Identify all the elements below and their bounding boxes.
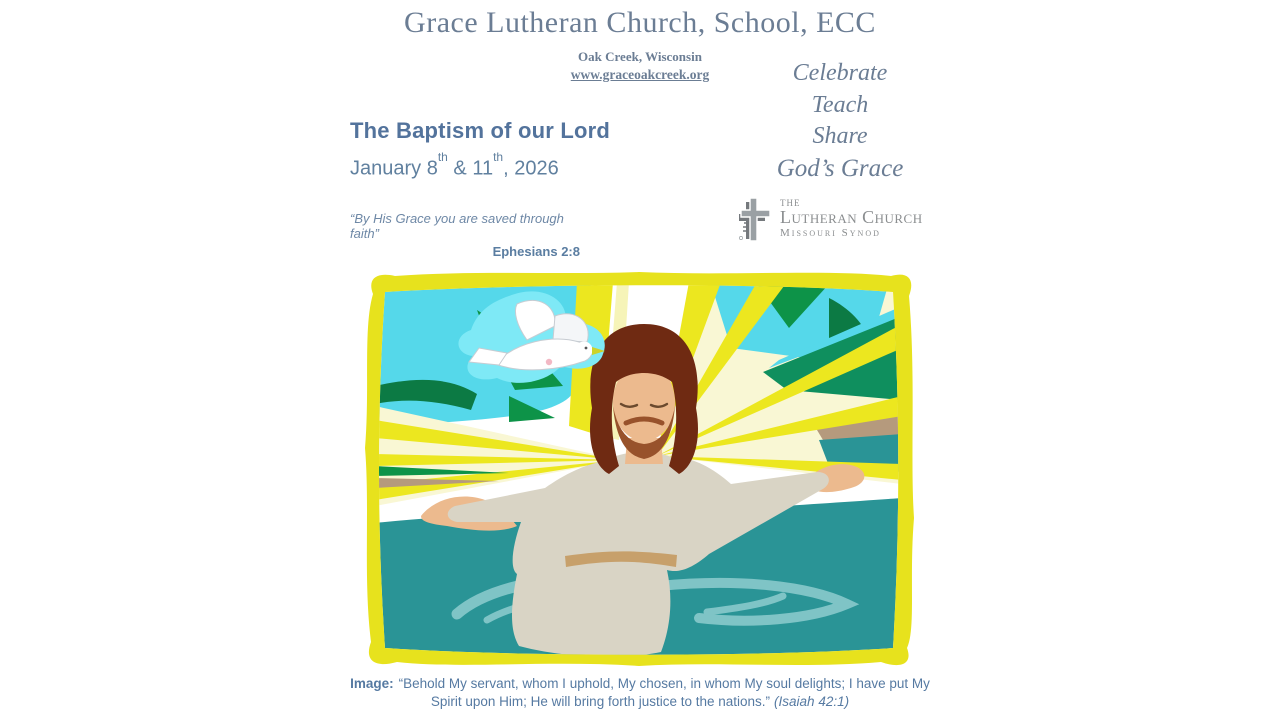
- lcms-the: THE: [780, 198, 801, 208]
- service-info: [350, 118, 680, 181]
- date-superscript: th: [493, 150, 504, 164]
- page-title: Grace Lutheran Church, School, ECC: [404, 6, 876, 39]
- service-date: [350, 150, 680, 181]
- motto-line-gods-grace: God’s Grace: [776, 154, 904, 182]
- website-link[interactable]: www.graceoakcreek.org: [570, 67, 710, 82]
- caption-reference: (Isaiah 42:1): [774, 694, 850, 709]
- verse-reference: Ephesians 2:8: [492, 244, 580, 259]
- verse-quote: “By His Grace you are saved through faith”: [350, 211, 564, 241]
- date-part: January 8: [350, 157, 438, 180]
- date-part: , 2026: [503, 157, 559, 180]
- image-caption: [340, 675, 940, 711]
- lcms-synod: Missouri Synod: [780, 227, 881, 239]
- lcms-name: Lutheran Church: [780, 207, 923, 227]
- lcms-cross-icon: [737, 196, 773, 242]
- date-part: & 11: [447, 157, 494, 180]
- caption-label: Image:: [350, 676, 394, 691]
- motto-line-share: Share: [812, 123, 868, 149]
- baptism-artwork: [359, 268, 918, 670]
- date-superscript: th: [437, 150, 448, 164]
- baptism-artwork-svg: [359, 268, 918, 670]
- church-location: Oak Creek, Wisconsin: [578, 49, 702, 64]
- lcms-logo-text: [780, 196, 923, 239]
- motto-line-teach: Teach: [811, 91, 869, 118]
- scripture-verse: [350, 211, 584, 259]
- church-motto: [756, 58, 924, 184]
- lcms-logo: [737, 196, 923, 242]
- motto-line-celebrate: Celebrate: [792, 60, 888, 86]
- caption-text: “Behold My servant, whom I uphold, My chosen, in whom My soul delights; I have put My Spirit upon Him; He will bring forth justice to the nations.”: [398, 676, 930, 709]
- service-title: The Baptism of our Lord: [350, 118, 611, 143]
- website-link-row: [0, 66, 1280, 84]
